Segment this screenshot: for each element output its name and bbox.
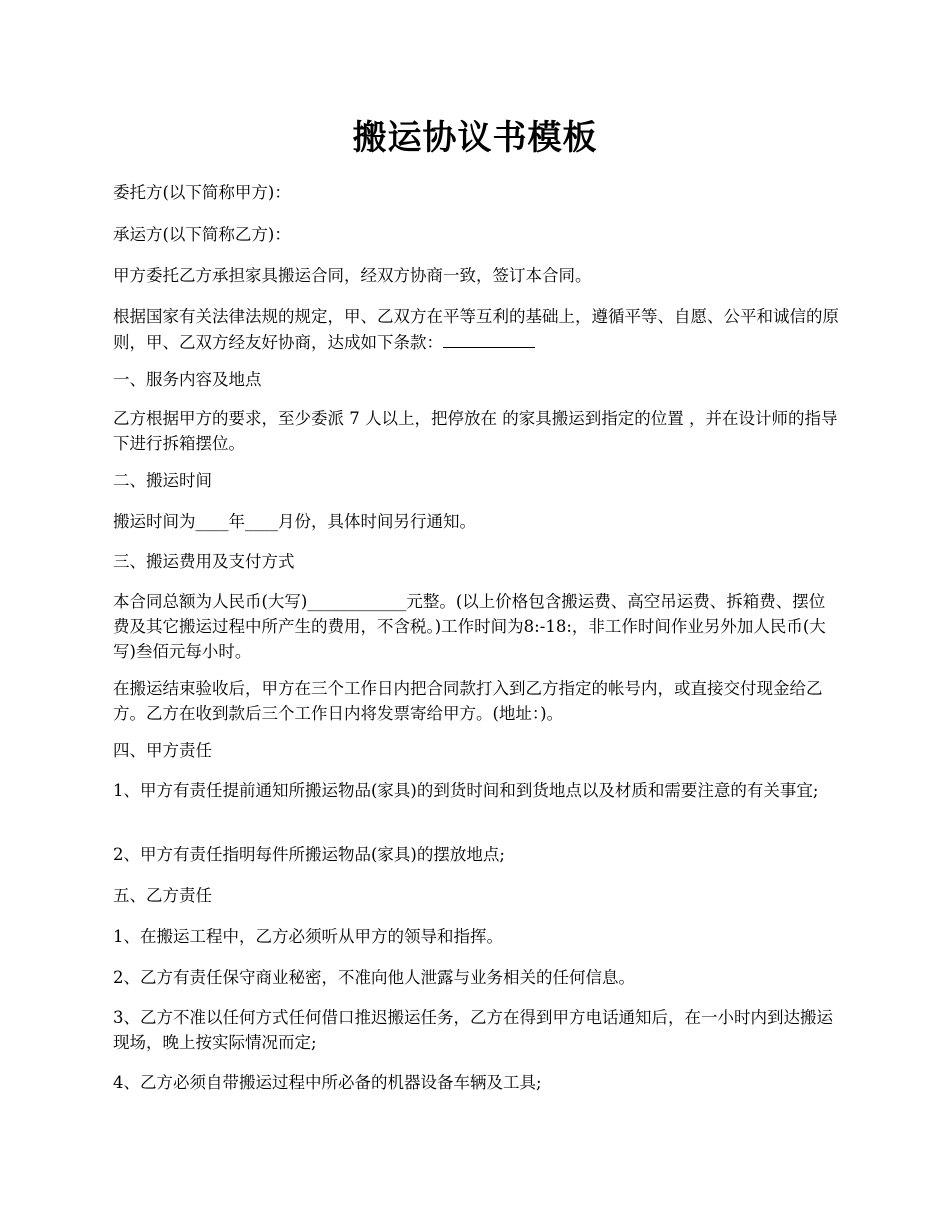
heading-service: 一、服务内容及地点: [113, 370, 262, 389]
paragraph-fees: 本合同总额为人民币(大写)____________元整。(以上价格包含搬运费、高空吊运费、拆箱费、摆位费及其它搬运过程中所产生的费用，不含税。)工作时间为8:-18:，非工作时间作业另外加人民币(大写)叁佰元每小时。: [113, 592, 826, 661]
paragraph-principles: [113, 304, 841, 355]
paragraph-payment: 在搬运结束验收后，甲方在三个工作日内把合同款打入到乙方指定的帐号内，或直接交付现金给乙方。乙方在收到款后三个工作日内将发票寄给甲方。(地址：)。: [113, 679, 823, 723]
paragraph-party-a-2: 2、甲方有责任指明每件所搬运物品(家具)的摆放地点;: [113, 845, 505, 864]
heading-party-a: 四、甲方责任: [113, 741, 212, 760]
document-title: 搬运协议书模板: [352, 118, 598, 158]
paragraph-party-b-4: 4、乙方必须自带搬运过程中所必备的机器设备车辆及工具;: [113, 1073, 542, 1092]
heading-time: 二、搬运时间: [113, 471, 212, 490]
paragraph-party-b-2: 2、乙方有责任保守商业秘密，不准向他人泄露与业务相关的任何信息。: [113, 968, 635, 987]
paragraph-party-b-3: 3、乙方不准以任何方式任何借口推迟搬运任务，乙方在得到甲方电话通知后，在一小时内到达搬运现场，晚上按实际情况而定;: [113, 1008, 833, 1052]
paragraph-service: 乙方根据甲方的要求，至少委派 7 人以上，把停放在 的家具搬运到指定的位置 ，并在设计师的指导下进行拆箱摆位。: [113, 409, 838, 453]
paragraph-party-a-1: 1、甲方有责任提前通知所搬运物品(家具)的到货时间和到货地点以及材质和需要注意的有关事宜;: [113, 781, 819, 800]
paragraph-principles-text: 根据国家有关法律法规的规定，甲、乙双方在平等互利的基础上，遵循平等、自愿、公平和诚信的原则，甲、乙双方经友好协商，达成如下条款：: [113, 307, 839, 352]
paragraph-carrier: 承运方(以下简称乙方)：: [113, 225, 291, 244]
paragraph-client: 委托方(以下简称甲方)：: [113, 183, 291, 202]
heading-fees: 三、搬运费用及支付方式: [113, 552, 295, 571]
paragraph-intro: 甲方委托乙方承担家具搬运合同，经双方协商一致，签订本合同。: [113, 266, 592, 285]
principles-blank-line: [443, 329, 535, 348]
heading-party-b: 五、乙方责任: [113, 886, 212, 905]
paragraph-party-b-1: 1、在搬运工程中，乙方必须听从甲方的领导和指挥。: [113, 927, 503, 946]
paragraph-time: 搬运时间为____年____月份，具体时间另行通知。: [113, 512, 476, 531]
